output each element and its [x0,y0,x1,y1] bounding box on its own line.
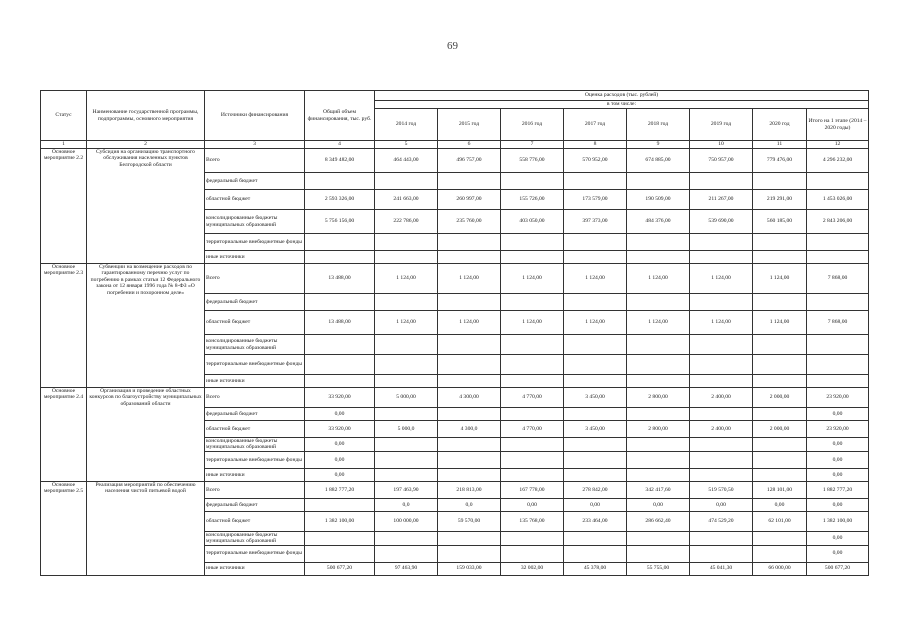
total-cell: 2 593 326,00 [305,190,375,210]
stage-total-cell: 1 382 100,00 [807,511,869,531]
column-number: 3 [205,141,305,149]
year-value-cell: 519 570,50 [690,481,753,498]
year-value-cell: 1 124,00 [753,311,807,335]
budget-table-body [41,149,869,576]
year-value-cell [501,451,564,468]
year-value-cell: 2 000,00 [753,388,807,408]
table-row [41,481,869,498]
status-cell: Основное мероприятие 2.3 [41,264,87,388]
year-value-cell [627,438,690,452]
funding-source-cell: областной бюджет [205,311,305,335]
table-row [41,149,869,173]
year-value-cell: 286 662,40 [627,511,690,531]
table-row [41,388,869,408]
year-value-cell: 167 778,00 [501,481,564,498]
year-value-cell [375,251,438,264]
year-value-cell [564,468,627,481]
column-number: 9 [627,141,690,149]
column-number: 10 [690,141,753,149]
year-value-cell [690,408,753,421]
year-value-cell [375,355,438,375]
header-year: 2016 год [501,109,564,141]
year-value-cell [375,545,438,562]
year-value-cell: 342 417,60 [627,481,690,498]
year-value-cell: 0,00 [627,498,690,511]
funding-source-cell: иные источники [205,251,305,264]
stage-total-cell: 1 882 777,20 [807,481,869,498]
total-cell [305,375,375,388]
funding-source-cell: федеральный бюджет [205,294,305,311]
stage-total-cell [807,234,869,251]
year-value-cell [438,408,501,421]
year-value-cell [375,531,438,545]
year-value-cell [375,438,438,452]
year-value-cell: 403 050,00 [501,210,564,234]
year-value-cell: 155 726,00 [501,190,564,210]
year-value-cell: 2 000,00 [753,421,807,438]
year-value-cell [438,545,501,562]
year-value-cell: 674 885,00 [627,149,690,173]
year-value-cell [375,468,438,481]
year-value-cell [753,335,807,355]
stage-total-cell: 23 920,00 [807,388,869,408]
year-value-cell [438,335,501,355]
stage-total-cell: 0,00 [807,408,869,421]
funding-source-cell: консолидированные бюджеты муниципальных образований [205,210,305,234]
year-value-cell: 4 770,00 [501,388,564,408]
year-value-cell [501,375,564,388]
year-value-cell: 484 376,00 [627,210,690,234]
funding-source-cell: иные источники [205,562,305,575]
year-value-cell: 2 800,00 [627,421,690,438]
year-value-cell: 397 373,00 [564,210,627,234]
year-value-cell: 558 776,00 [501,149,564,173]
stage-total-cell: 0,00 [807,531,869,545]
year-value-cell: 55 755,00 [627,562,690,575]
stage-total-cell [807,335,869,355]
header-year: 2018 год [627,109,690,141]
year-value-cell: 211 267,00 [690,190,753,210]
year-value-cell: 1 124,00 [438,264,501,294]
table-row [41,264,869,294]
year-value-cell [753,375,807,388]
funding-source-cell: консолидированные бюджеты муниципальных образований [205,531,305,545]
year-value-cell [753,545,807,562]
total-cell: 5 756 156,00 [305,210,375,234]
year-value-cell: 1 124,00 [690,264,753,294]
total-cell [305,335,375,355]
year-value-cell [501,251,564,264]
year-value-cell: 135 768,00 [501,511,564,531]
year-value-cell [753,468,807,481]
year-value-cell [438,251,501,264]
year-value-cell [501,173,564,190]
year-value-cell [438,451,501,468]
year-value-cell: 222 786,00 [375,210,438,234]
total-cell [305,173,375,190]
funding-source-cell: областной бюджет [205,190,305,210]
year-value-cell [564,408,627,421]
year-value-cell: 1 124,00 [438,311,501,335]
year-value-cell [690,375,753,388]
year-value-cell: 3 450,00 [564,388,627,408]
year-value-cell [438,375,501,388]
stage-total-cell [807,294,869,311]
year-value-cell [501,335,564,355]
year-value-cell: 779 476,00 [753,149,807,173]
year-value-cell: 278 842,00 [564,481,627,498]
header-year: 2019 год [690,109,753,141]
header-estimate: Оценка расходов (тыс. рублей) [375,91,869,101]
year-value-cell [501,234,564,251]
year-value-cell: 1 124,00 [690,311,753,335]
funding-source-cell: территориальные внебюджетные фонды [205,545,305,562]
page-number: 69 [447,40,458,52]
year-value-cell [501,355,564,375]
total-cell [305,251,375,264]
header-name: Наименование государственной программы, подпрограммы, основного мероприятия [87,91,205,141]
status-cell: Основное мероприятие 2.5 [41,481,87,575]
column-number: 6 [438,141,501,149]
year-value-cell: 1 124,00 [564,264,627,294]
year-value-cell [501,294,564,311]
budget-table [40,90,869,576]
year-value-cell: 0,0 [438,498,501,511]
year-value-cell [564,335,627,355]
year-value-cell: 233 464,00 [564,511,627,531]
funding-source-cell: консолидированные бюджеты муниципальных образований [205,438,305,452]
column-number: 7 [501,141,564,149]
year-value-cell [564,375,627,388]
year-value-cell [690,531,753,545]
stage-total-cell: 0,00 [807,438,869,452]
total-cell: 13 488,00 [305,311,375,335]
total-cell: 13 488,00 [305,264,375,294]
year-value-cell [627,468,690,481]
header-year: 2020 год [753,109,807,141]
year-value-cell [627,408,690,421]
year-value-cell [438,173,501,190]
status-cell: Основное мероприятие 2.4 [41,388,87,482]
year-value-cell [753,173,807,190]
column-number: 12 [807,141,869,149]
funding-source-cell: Всего [205,481,305,498]
year-value-cell [690,451,753,468]
total-cell: 33 920,00 [305,388,375,408]
year-value-cell: 66 000,00 [753,562,807,575]
year-value-cell: 3 450,00 [564,421,627,438]
total-cell [305,355,375,375]
total-cell: 500 677,20 [305,562,375,575]
year-value-cell [690,173,753,190]
year-value-cell: 1 124,00 [564,311,627,335]
total-cell: 8 349 482,00 [305,149,375,173]
year-value-cell: 97 463,90 [375,562,438,575]
year-value-cell: 2 400,00 [690,388,753,408]
year-value-cell [564,531,627,545]
year-value-cell: 197 463,90 [375,481,438,498]
stage-total-cell: 0,00 [807,451,869,468]
year-value-cell: 128 101,00 [753,481,807,498]
year-value-cell [501,531,564,545]
year-value-cell [564,173,627,190]
year-value-cell [564,451,627,468]
year-value-cell [753,251,807,264]
funding-source-cell: федеральный бюджет [205,498,305,511]
year-value-cell: 560 185,00 [753,210,807,234]
year-value-cell [564,438,627,452]
year-value-cell: 0,0 [375,498,438,511]
header-year-total: Итого на 1 этапе (2014 – 2020 годы) [807,109,869,141]
measure-name-cell: Реализация мероприятий по обеспечению населения чистой питьевой водой [87,481,205,575]
year-value-cell: 2 400,00 [690,421,753,438]
year-value-cell [690,545,753,562]
year-value-cell [438,438,501,452]
year-value-cell [375,173,438,190]
funding-source-cell: Всего [205,388,305,408]
year-value-cell: 4 770,00 [501,421,564,438]
year-value-cell [753,234,807,251]
year-value-cell: 45 041,30 [690,562,753,575]
year-value-cell [753,355,807,375]
year-value-cell: 100 000,00 [375,511,438,531]
year-value-cell [438,355,501,375]
year-value-cell: 1 124,00 [375,264,438,294]
year-value-cell: 1 124,00 [501,311,564,335]
year-value-cell [438,468,501,481]
year-value-cell [627,451,690,468]
year-value-cell [627,294,690,311]
year-value-cell: 1 124,00 [501,264,564,294]
year-value-cell [690,251,753,264]
total-cell: 0,00 [305,451,375,468]
year-value-cell [375,294,438,311]
column-number: 2 [87,141,205,149]
stage-total-cell: 1 453 026,00 [807,190,869,210]
stage-total-cell: 23 920,00 [807,421,869,438]
year-value-cell: 62 101,00 [753,511,807,531]
year-value-cell [627,234,690,251]
year-value-cell: 0,00 [501,498,564,511]
year-value-cell [564,251,627,264]
year-value-cell: 45 378,00 [564,562,627,575]
year-value-cell [753,531,807,545]
stage-total-cell: 2 843 206,00 [807,210,869,234]
year-value-cell: 32 002,00 [501,562,564,575]
year-value-cell [375,335,438,355]
total-cell: 1 382 100,00 [305,511,375,531]
year-value-cell: 190 509,00 [627,190,690,210]
year-value-cell [627,335,690,355]
year-value-cell [690,438,753,452]
total-cell [305,234,375,251]
year-value-cell: 0,00 [690,498,753,511]
year-value-cell [627,251,690,264]
year-value-cell [753,408,807,421]
year-value-cell [564,294,627,311]
year-value-cell: 235 760,00 [438,210,501,234]
measure-name-cell: Организация и проведение областных конкурсов по благоустройству муниципальных образований области [87,388,205,482]
measure-name-cell: Субвенции на возмещение расходов по гарантированному перечню услуг по погребению в рамках статьи 12 Федерального закона от 12 января 1996 года № 8-ФЗ «О погребении и похоронном деле» [87,264,205,388]
year-value-cell [627,375,690,388]
total-cell: 0,00 [305,438,375,452]
year-value-cell: 59 570,00 [438,511,501,531]
year-value-cell [501,438,564,452]
year-value-cell: 218 813,00 [438,481,501,498]
year-value-cell [501,468,564,481]
funding-source-cell: иные источники [205,468,305,481]
header-year: 2017 год [564,109,627,141]
stage-total-cell [807,173,869,190]
stage-total-cell: 0,00 [807,468,869,481]
stage-total-cell [807,355,869,375]
year-value-cell [375,375,438,388]
total-cell: 33 920,00 [305,421,375,438]
column-number: 8 [564,141,627,149]
year-value-cell: 0,00 [753,498,807,511]
stage-total-cell: 0,00 [807,498,869,511]
year-value-cell [375,408,438,421]
year-value-cell: 1 124,00 [627,264,690,294]
stage-total-cell: 0,00 [807,545,869,562]
column-number: 1 [41,141,87,149]
header-year: 2014 год [375,109,438,141]
year-value-cell [627,173,690,190]
year-value-cell: 474 529,20 [690,511,753,531]
total-cell [305,545,375,562]
year-value-cell: 4 300,00 [438,388,501,408]
funding-source-cell: территориальные внебюджетные фонды [205,355,305,375]
year-value-cell: 159 033,00 [438,562,501,575]
stage-total-cell: 500 677,20 [807,562,869,575]
status-cell: Основное мероприятие 2.2 [41,149,87,264]
header-status: Статус [41,91,87,141]
year-value-cell [690,294,753,311]
year-value-cell [438,234,501,251]
stage-total-cell: 7 868,00 [807,264,869,294]
header-source: Источники финансирования [205,91,305,141]
year-value-cell [627,545,690,562]
stage-total-cell: 4 296 232,00 [807,149,869,173]
year-value-cell: 496 757,00 [438,149,501,173]
column-number: 11 [753,141,807,149]
year-value-cell: 2 800,00 [627,388,690,408]
total-cell [305,498,375,511]
year-value-cell: 260 997,00 [438,190,501,210]
funding-source-cell: Всего [205,264,305,294]
year-value-cell: 750 957,00 [690,149,753,173]
stage-total-cell [807,251,869,264]
funding-source-cell: территориальные внебюджетные фонды [205,451,305,468]
stage-total-cell [807,375,869,388]
stage-total-cell: 7 868,00 [807,311,869,335]
funding-source-cell: федеральный бюджет [205,173,305,190]
year-value-cell [753,294,807,311]
year-value-cell [627,355,690,375]
total-cell [305,294,375,311]
column-numbers-row [41,141,869,149]
year-value-cell [438,294,501,311]
year-value-cell [564,545,627,562]
year-value-cell [690,234,753,251]
year-value-cell: 539 690,00 [690,210,753,234]
year-value-cell [627,531,690,545]
year-value-cell: 219 291,00 [753,190,807,210]
year-value-cell [375,234,438,251]
year-value-cell: 1 124,00 [753,264,807,294]
total-cell [305,531,375,545]
year-value-cell: 241 663,00 [375,190,438,210]
year-value-cell [690,335,753,355]
year-value-cell: 1 124,00 [375,311,438,335]
year-value-cell: 173 579,00 [564,190,627,210]
year-value-cell [375,451,438,468]
measure-name-cell: Субсидия на организацию транспортного обслуживания населенных пунктов Белгородской области [87,149,205,264]
year-value-cell [501,408,564,421]
header-year: 2015 год [438,109,501,141]
year-value-cell: 570 952,00 [564,149,627,173]
year-value-cell: 1 124,00 [627,311,690,335]
year-value-cell [438,531,501,545]
funding-source-cell: областной бюджет [205,511,305,531]
funding-source-cell: консолидированные бюджеты муниципальных образований [205,335,305,355]
funding-source-cell: территориальные внебюджетные фонды [205,234,305,251]
year-value-cell [690,468,753,481]
year-value-cell [564,355,627,375]
header-row [41,91,869,101]
column-number: 4 [305,141,375,149]
funding-source-cell: федеральный бюджет [205,408,305,421]
column-number: 5 [375,141,438,149]
total-cell: 1 882 777,20 [305,481,375,498]
year-value-cell [501,545,564,562]
year-value-cell: 0,00 [564,498,627,511]
year-value-cell [753,438,807,452]
header-including: в том числе: [375,101,869,109]
year-value-cell [564,234,627,251]
header-total: Общий объем финансирования, тыс. руб. [305,91,375,141]
year-value-cell: 5 000,0 [375,421,438,438]
year-value-cell: 464 443,00 [375,149,438,173]
total-cell: 0,00 [305,468,375,481]
funding-source-cell: иные источники [205,375,305,388]
year-value-cell: 4 300,0 [438,421,501,438]
total-cell: 0,00 [305,408,375,421]
year-value-cell: 5 000,00 [375,388,438,408]
funding-source-cell: Всего [205,149,305,173]
year-value-cell [753,451,807,468]
funding-source-cell: областной бюджет [205,421,305,438]
year-value-cell [690,355,753,375]
